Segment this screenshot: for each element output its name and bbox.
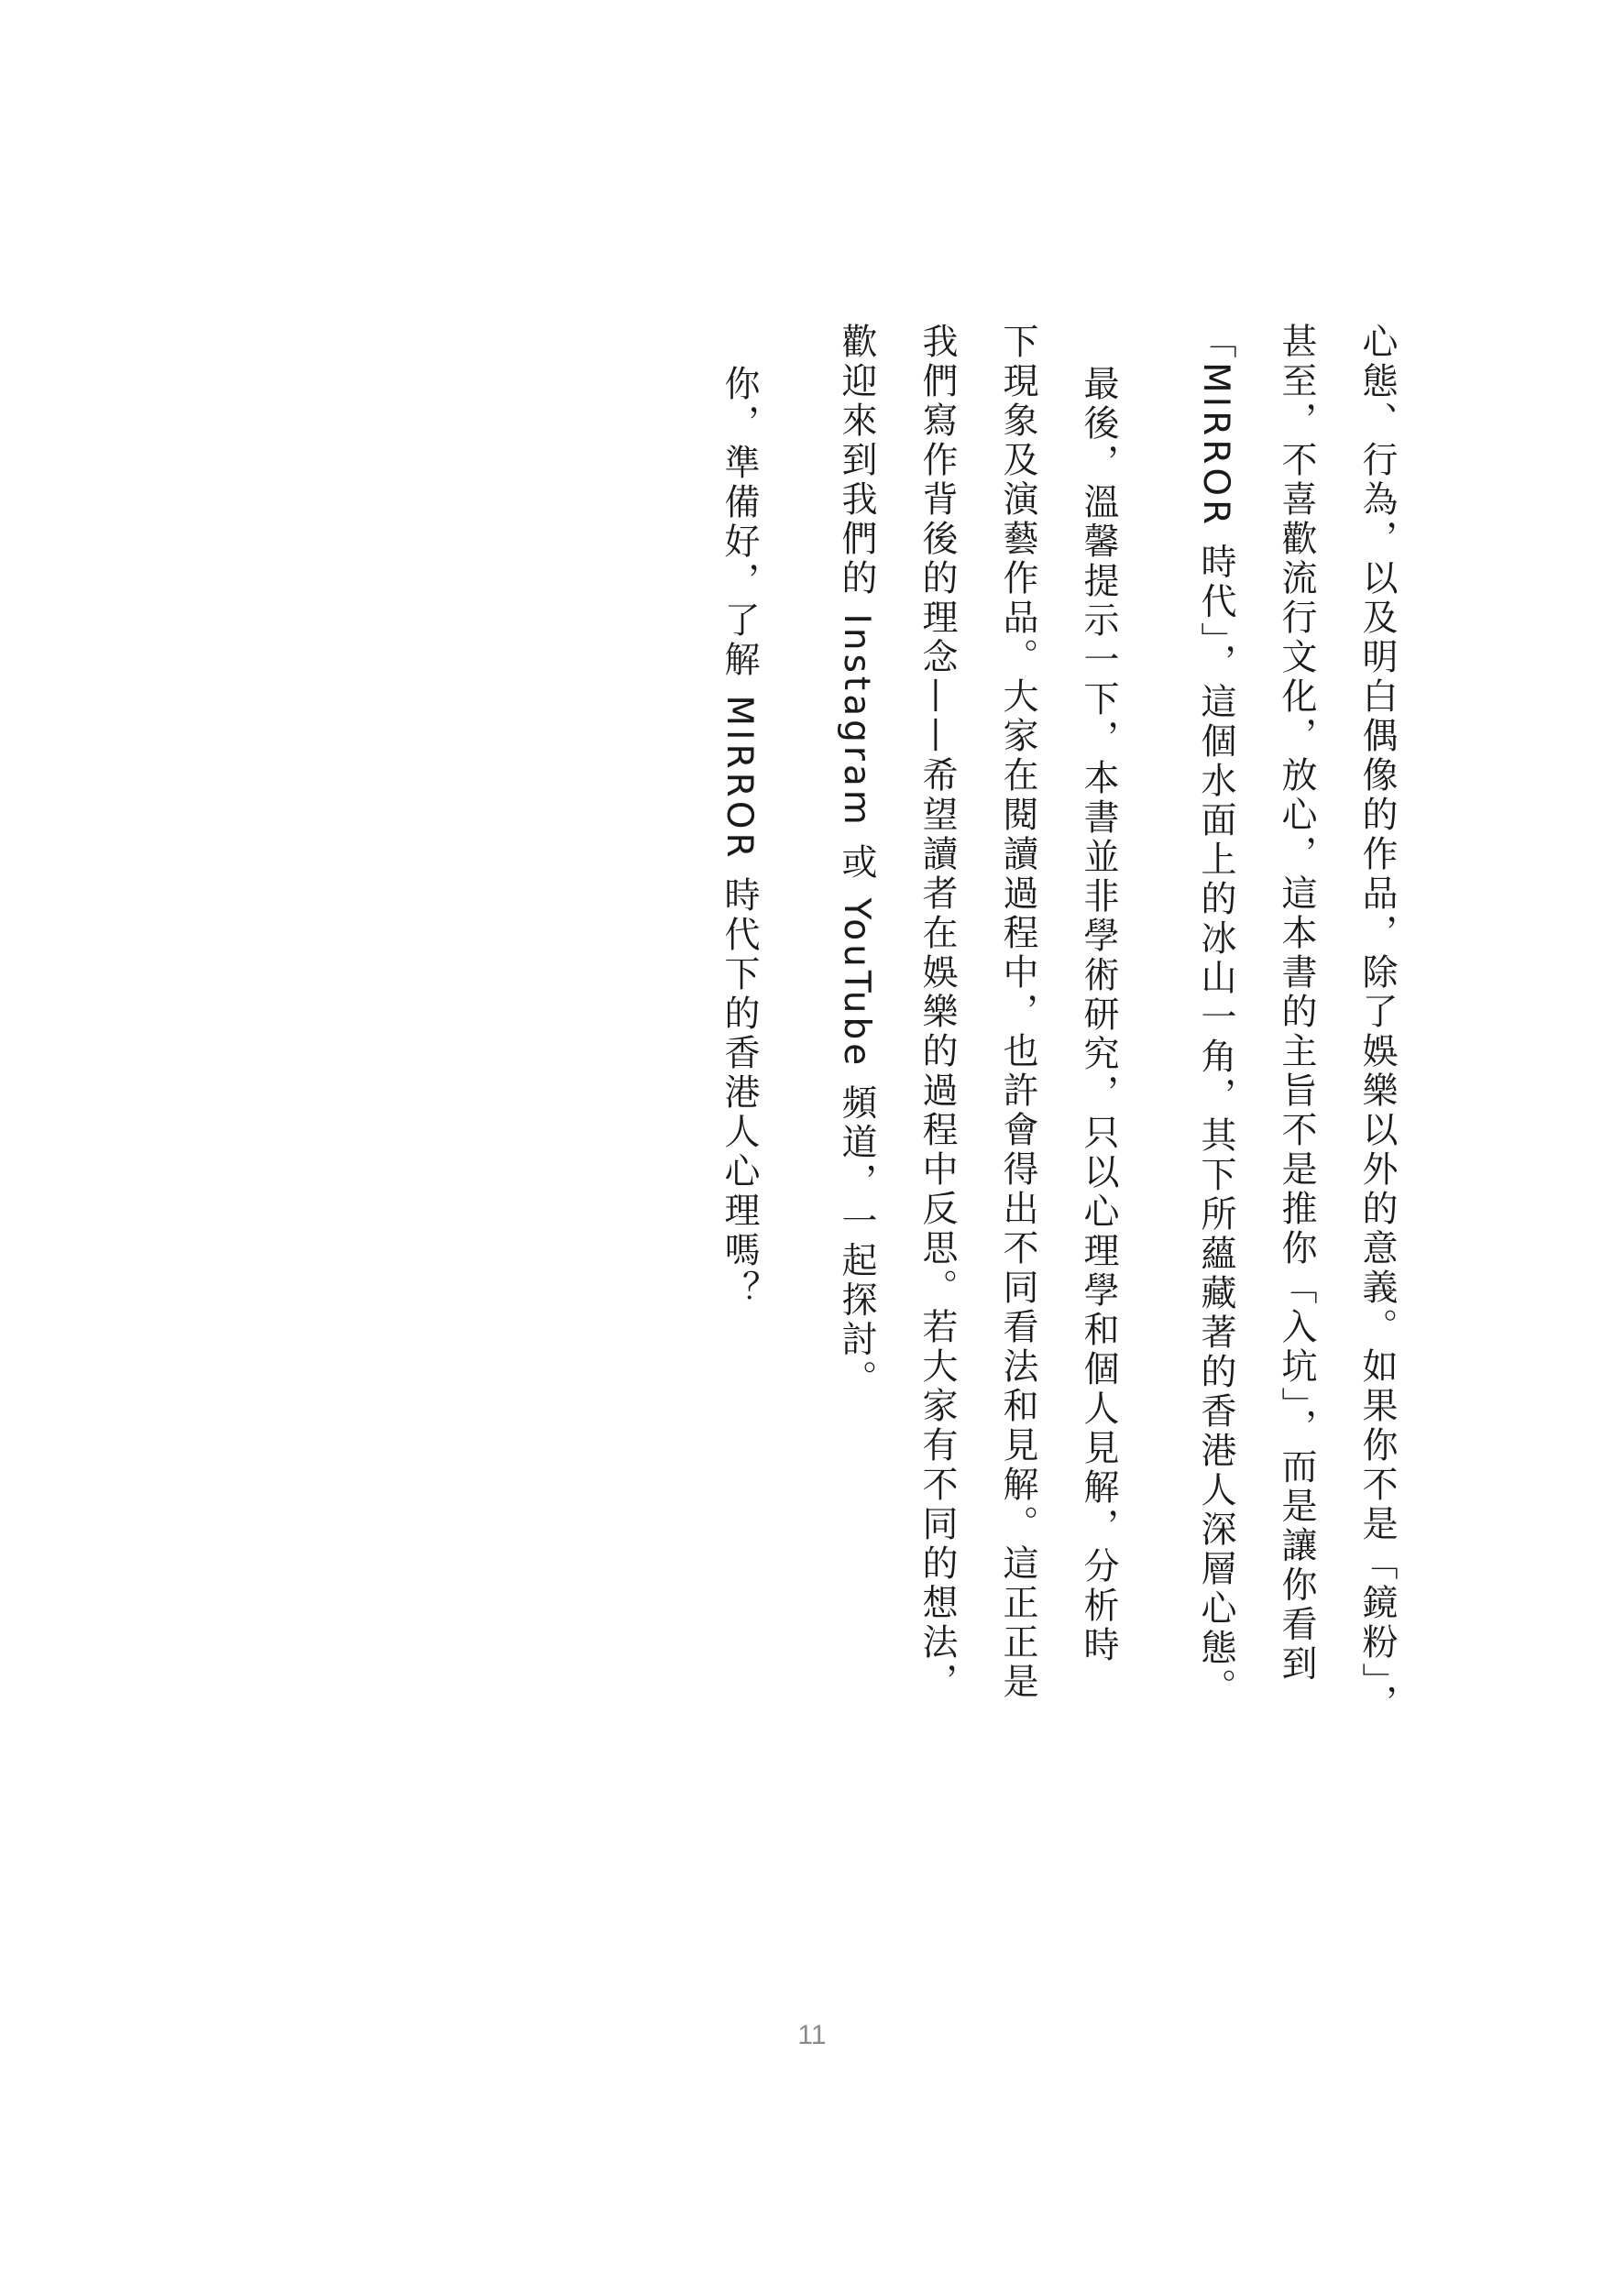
paragraph-gap [1138, 323, 1175, 1844]
text-line: 心態、行為，以及明白偶像的作品，除了娛樂以外的意義。如果你不是「鏡粉」， [1356, 323, 1398, 1724]
text-line: 「MIRROR 時代」，這個水面上的冰山一角，其下所蘊藏著的香港人深層心態。 [1195, 323, 1236, 1708]
text-line: 你，準備好，了解 MIRROR 時代下的香港人心理嗎？ [719, 365, 760, 1310]
paragraph-gap [779, 323, 816, 1844]
text-line: 甚至，不喜歡流行文化，放心，這本書的主旨不是推你「入坑」，而是讓你看到 [1276, 323, 1317, 1685]
text-line: 我們寫作背後的理念——希望讀者在娛樂的過程中反思。若大家有不同的想法， [916, 323, 958, 1702]
text-line: 歡迎來到我們的 Instagram 或 YouTube 頻道，一起探討。 [836, 323, 877, 1400]
page-number: 11 [797, 2020, 827, 2050]
text-line: 最後，溫馨提示一下，本書並非學術研究，只以心理學和個人見解，分析時 [1078, 365, 1119, 1665]
text-line: 下現象及演藝作品。大家在閱讀過程中，也許會得出不同看法和見解。這正正是 [997, 323, 1038, 1702]
body-text [698, 323, 1417, 1844]
